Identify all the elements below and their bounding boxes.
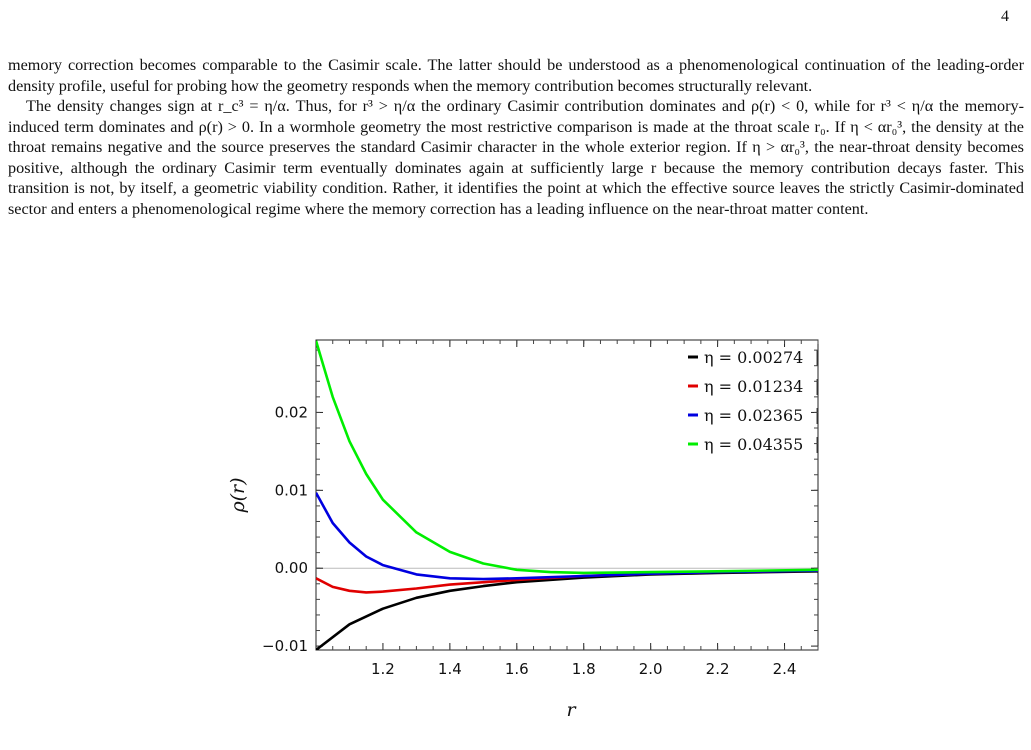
series-line xyxy=(316,341,818,573)
series-line xyxy=(316,571,818,650)
body-text xyxy=(8,55,1024,219)
y-axis-title: ρ(r) xyxy=(227,477,249,513)
legend-label: η = 0.04355 xyxy=(704,435,804,454)
x-axis-title: r xyxy=(566,699,576,721)
x-tick-label: 2.2 xyxy=(705,660,730,678)
paragraph: The density changes sign at r_c³ = η/α. Thus, for r³ > η/α the ordinary Casimir contribution dominates and ρ(r) < 0, while for r³ < η/α the memory-induced term dominates and ρ(r) > 0. In a wormhole geometry the most restrictive comparison is made at the throat scale r₀. If η < αr₀³, the density at the throat remains negative and the source preserves the standard Casimir character in the whole exterior region. If η > αr₀³, the near-throat density becomes positive, although the ordinary Casimir term eventually dominates again at sufficiently large r because the memory contribution decays faster. This transition is not, by itself, a geometric viability condition. Rather, it identifies the point at which the effective source leaves the strictly Casimir-dominated sector and enters a phenomenological regime where the memory correction has a leading influence on the near-throat matter content. xyxy=(8,97,1024,218)
y-tick-label: 0.01 xyxy=(274,481,308,500)
plot-frame xyxy=(316,340,818,650)
legend-label: η = 0.00274 xyxy=(704,348,804,367)
y-tick-label: 0.02 xyxy=(274,403,308,422)
y-tick-label: 0.00 xyxy=(274,559,308,578)
series-line xyxy=(316,493,818,579)
paragraph: memory correction becomes comparable to the Casimir scale. The latter should be understood as a phenomenological continuation of the leading-order density profile, useful for probing how the geometry responds when the memory contribution becomes structurally relevant. xyxy=(8,56,1024,95)
series-line xyxy=(316,571,818,593)
y-tick-label: −0.01 xyxy=(262,637,308,656)
legend-label: η = 0.02365 xyxy=(704,406,804,425)
x-tick-label: 1.4 xyxy=(437,660,462,678)
x-tick-label: 1.6 xyxy=(504,660,529,678)
page-number: 4 xyxy=(1001,8,1009,25)
x-tick-label: 2.4 xyxy=(772,660,797,678)
legend-label: η = 0.01234 xyxy=(704,377,804,396)
x-tick-label: 1.8 xyxy=(571,660,596,678)
x-tick-label: 1.2 xyxy=(371,660,395,678)
x-tick-label: 2.0 xyxy=(638,660,663,678)
